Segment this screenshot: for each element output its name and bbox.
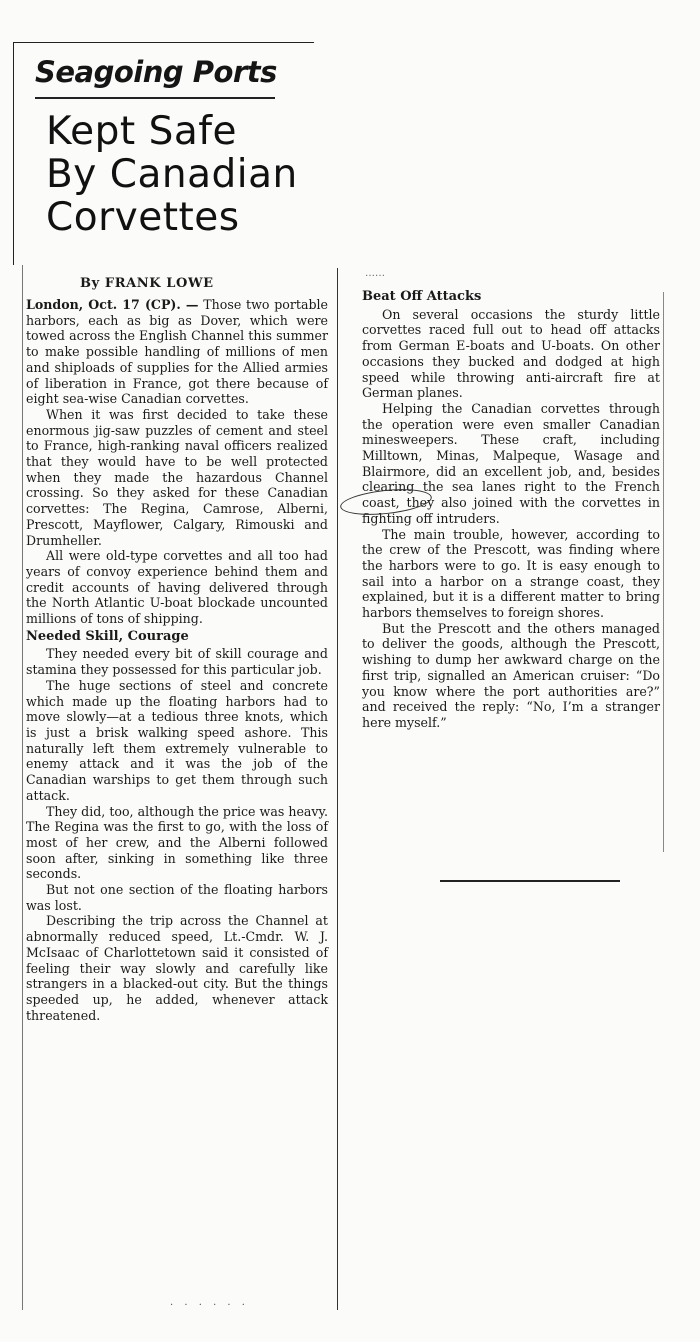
paragraph: Helping the Canadian corvettes through the operation were even smaller Canadian minesweepers. These craft, including Milltown, Minas, Malpeque, Wasage and Blairmore, did an excellent job, and, besides clearing the sea lanes right to the French coast, they also joined with the corvettes in fighting off intruders. [362, 400, 660, 526]
lead-text: Those two portable harbors, each as big as Dover, which were towed across the English Channel this summer to make possible handling of millions of men and shiploads of supplies for the Allied armies of liberation in France, got there because of eight sea-wise Canadian corvettes. [26, 297, 329, 407]
column-rule [22, 265, 23, 1310]
headline-line-2: By Canadian [46, 152, 298, 197]
paragraph: Describing the trip across the Channel at abnormally reduced speed, Lt.-Cmdr. W. J. McIsaac of Charlottetown said it consisted of feeling their way slowly and carefully like strangers in a blacked-out city. But the things speeded up, he added, whenever attack threatened. [26, 913, 328, 1023]
article-column-1 [26, 297, 328, 1023]
headline-line-1: Kept Safe [46, 109, 237, 154]
clipped-bottom-edge: · · · · · · [170, 1300, 249, 1311]
kicker: Seagoing Ports [35, 55, 277, 89]
clipped-text-fragment: ‥‥‥ [365, 268, 386, 279]
paragraph: On several occasions the sturdy little corvettes raced full out to head off attacks from German E-boats and U-boats. On other occasions they bucked and dodged at high speed while throwing anti-aircraft fire at German planes. [362, 306, 660, 401]
headline-line-3: Corvettes [46, 195, 240, 240]
paragraph: The huge sections of steel and concrete which made up the floating harbors had to move slowly—at a tedious three knots, which is just a brisk walking speed ashore. This naturally left them extremely vulnerable to enemy attack and it was the job of the Canadian warships to get them through such attack. [26, 677, 328, 803]
subhead: Beat Off Attacks [362, 289, 482, 304]
paragraph: The main trouble, however, according to the crew of the Prescott, was finding where the harbors were to go. It is easy enough to sail into a harbor on a strange coast, they explained, but it is a different matter to bring harbors themselves to foreign shores. [362, 526, 660, 621]
paragraph: But not one section of the floating harbors was lost. [26, 882, 328, 913]
column-rule [663, 292, 664, 852]
paragraph: But the Prescott and the others managed to deliver the goods, although the Prescott, wishing to dump her awkward charge on the first trip, signalled an American cruiser: “Do you know where the port authorities are?” and received the reply: “No, I’m a stranger here myself.” [362, 620, 660, 730]
paragraph: When it was first decided to take these enormous jig-saw puzzles of cement and steel to France, high-ranking naval officers realized that they would have to be well protected when they made the hazardous Channel crossing. So they asked for these Canadian corvettes: The Regina, Camrose, Alberni, Prescott, Mayflower, Calgary, Rimouski and Drumheller. [26, 406, 328, 548]
headline [46, 110, 316, 239]
paragraph: They did, too, although the price was heavy. The Regina was the first to go, with the loss of most of her crew, and the Alberni followed soon after, sinking in something like three seconds. [26, 803, 328, 882]
paragraph: All were old-type corvettes and all too had years of convoy experience behind them and credit accounts of having delivered through the North Atlantic U-boat blockade uncounted millions of tons of shipping. [26, 548, 328, 627]
paragraph: They needed every bit of skill courage and stamina they possessed for this particular job. [26, 646, 328, 678]
column-rule [337, 268, 338, 1310]
end-rule [440, 880, 620, 882]
subhead: Needed Skill, Courage [26, 628, 189, 644]
dateline: London, Oct. 17 (CP). — [26, 297, 199, 312]
kicker-rule [35, 97, 275, 99]
byline: By FRANK LOWE [80, 276, 214, 291]
lead-paragraph [26, 297, 328, 407]
